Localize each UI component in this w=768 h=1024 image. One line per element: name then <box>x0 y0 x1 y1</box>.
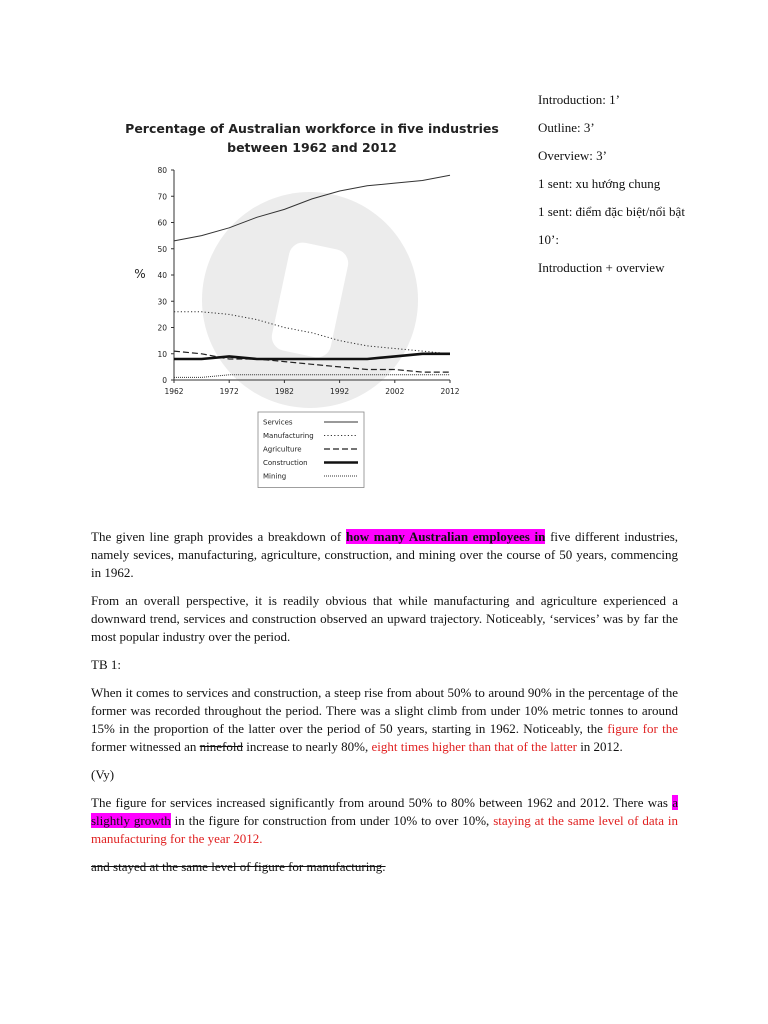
y-tick-label: 20 <box>157 323 167 333</box>
line-chart-svg <box>120 115 520 495</box>
x-tick-label: 1962 <box>164 387 184 396</box>
y-tick-label: 0 <box>162 376 167 385</box>
struck-word: ninefold <box>199 739 243 754</box>
x-tick-label: 2012 <box>440 387 460 396</box>
text-run: in the figure for construction from under 10% to over 10%, <box>170 813 494 828</box>
y-tick-label: 60 <box>157 218 167 228</box>
text-run: The given line graph provides a breakdown of <box>91 529 346 544</box>
x-tick-label: 1992 <box>330 387 350 396</box>
y-tick-label: 50 <box>157 244 167 254</box>
red-correction: eight times higher than that of the latter <box>371 739 577 754</box>
paragraph-body-1 <box>91 684 678 756</box>
text-run: increase to nearly 80%, <box>243 739 372 754</box>
legend-label: Manufacturing <box>263 432 314 440</box>
legend-label: Agriculture <box>263 445 302 454</box>
red-correction: staying at the same level of data in manufacturing for the year 2012. <box>91 813 678 846</box>
essay-body <box>91 528 678 886</box>
y-axis-label: % <box>134 267 146 281</box>
text-run: former witnessed an <box>91 739 200 754</box>
y-tick-label: 80 <box>157 166 167 175</box>
note-highlight-point: 1 sent: điểm đặc biệt/nổi bật <box>538 204 685 219</box>
text-run: in 2012. <box>576 739 623 754</box>
chart-plot-area <box>134 166 459 488</box>
legend-label: Mining <box>263 472 287 481</box>
legend-label: Services <box>263 418 293 427</box>
note-ten-minutes: 10’: <box>538 232 559 247</box>
paragraph-overview: From an overall perspective, it is readily obvious that while manufacturing and agriculture experienced a downward trend, services and construction observed an upward trajectory. Noticeably, ‘services’ was by far the most popular industry over the period. <box>91 593 678 644</box>
text-run: The figure for services increased significantly from around 50% to 80% between 1962 and 2012. There was <box>91 795 673 810</box>
text-run: When it comes to services and construction, a steep rise from about 50% to around 90% in the percentage of the former was recorded throughout the period. There was a slight climb from under 10% metric tonnes to around 15% in the proportion of the latter over the period of 50 years, starting in 1962. Noticeably, the <box>91 685 678 736</box>
line-chart <box>120 115 520 495</box>
note-outline: Outline: 3’ <box>538 120 595 135</box>
y-tick-label: 70 <box>157 192 167 202</box>
y-tick-label: 40 <box>157 271 167 280</box>
chart-title: Percentage of Australian workforce in five industries <box>125 121 499 136</box>
red-correction: figure for the <box>607 721 678 736</box>
chart-subtitle: between 1962 and 2012 <box>227 140 397 155</box>
x-tick-label: 1982 <box>274 387 294 396</box>
paragraph-introduction <box>91 528 678 582</box>
x-tick-label: 2002 <box>385 387 405 396</box>
note-general-trend: 1 sent: xu hướng chung <box>538 176 661 191</box>
struck-sentence: and stayed at the same level of figure for manufacturing. <box>91 859 386 874</box>
y-tick-label: 10 <box>157 349 167 359</box>
legend-label: Construction <box>263 459 308 467</box>
note-intro-overview: Introduction + overview <box>538 260 665 275</box>
x-tick-label: 1972 <box>219 387 239 396</box>
heading-tb1: TB 1: <box>91 657 121 672</box>
text-run: five different industries, namely sevices, manufacturing, agriculture, construction, and mining over the course of 50 years, commencing in 1962. <box>91 529 679 580</box>
author-label: (Vy) <box>91 767 115 782</box>
highlighted-phrase: a slightly growth <box>91 795 678 828</box>
note-overview: Overview: 3’ <box>538 148 607 163</box>
note-introduction: Introduction: 1’ <box>538 92 620 107</box>
y-tick-label: 30 <box>157 297 167 307</box>
paragraph-body-2 <box>91 794 678 848</box>
highlighted-phrase: how many Australian employees in <box>345 529 546 544</box>
notes-panel <box>538 91 738 287</box>
